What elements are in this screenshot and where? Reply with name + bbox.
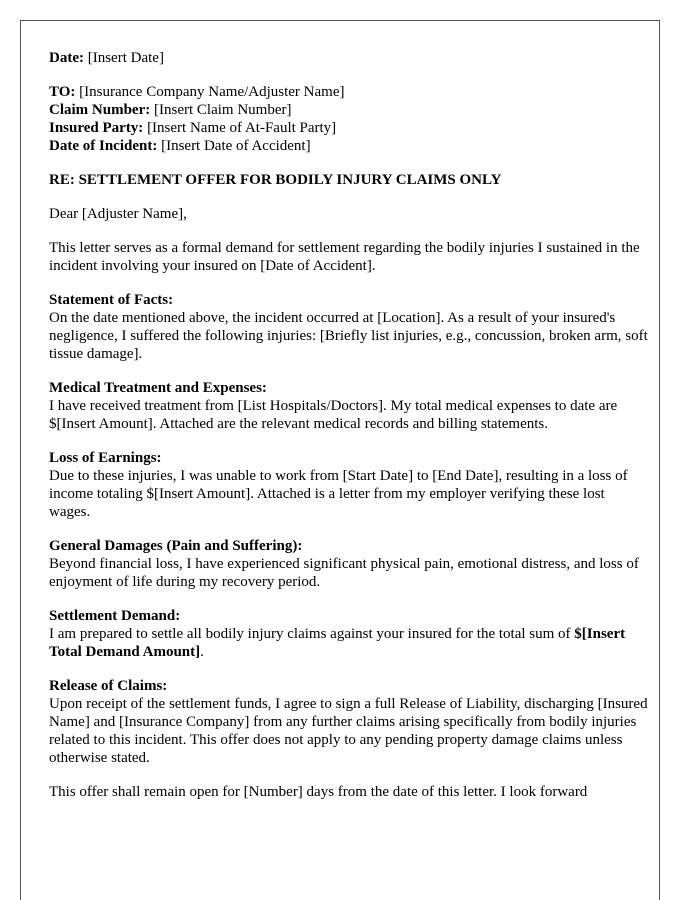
section-body: On the date mentioned above, the incident occurred at [Location]. As a result of your insured's negligence, I suffered the following injuries: [Briefly list injuries, e.g., concussion, broken arm, soft tissue damage]. bbox=[49, 310, 648, 362]
claim-label: Claim Number: bbox=[49, 102, 151, 118]
section-body: I have received treatment from [List Hospitals/Doctors]. My total medical expenses to date are $[Insert Amount]. Attached are the relevant medical records and billing statements. bbox=[49, 398, 618, 432]
insured-label: Insured Party: bbox=[49, 120, 144, 136]
section-body: Due to these injuries, I was unable to work from [Start Date] to [End Date], resulting in a loss of income totaling $[Insert Amount]. Attached is a letter from my employer verifying these lost wages. bbox=[49, 468, 628, 520]
section-medical bbox=[49, 379, 649, 433]
date-line bbox=[49, 49, 649, 67]
section-body: Beyond financial loss, I have experienced significant physical pain, emotional distress, and loss of enjoyment of life during my recovery period. bbox=[49, 556, 639, 590]
section-heading: Statement of Facts: bbox=[49, 292, 174, 308]
section-body: Upon receipt of the settlement funds, I agree to sign a full Release of Liability, discharging [Insured Name] and [Insurance Company] from any further claims arising specifically from bodily injuries related to this incident. This offer does not apply to any pending property damage claims unless otherwise stated. bbox=[49, 696, 648, 766]
subject-line: RE: SETTLEMENT OFFER FOR BODILY INJURY CLAIMS ONLY bbox=[49, 172, 502, 188]
incident-line bbox=[49, 138, 311, 154]
closing-paragraph: This offer shall remain open for [Number] days from the date of this letter. I look forward bbox=[49, 784, 588, 800]
recipient-block bbox=[49, 83, 649, 155]
section-earnings bbox=[49, 449, 649, 521]
claim-line bbox=[49, 102, 291, 118]
section-heading: Settlement Demand: bbox=[49, 608, 181, 624]
incident-label: Date of Incident: bbox=[49, 138, 158, 154]
section-demand bbox=[49, 607, 649, 661]
claim-value: [Insert Claim Number] bbox=[154, 102, 292, 118]
to-label: TO: bbox=[49, 84, 76, 100]
salutation: Dear [Adjuster Name], bbox=[49, 206, 187, 222]
section-heading: General Damages (Pain and Suffering): bbox=[49, 538, 303, 554]
demand-end: . bbox=[200, 644, 204, 660]
section-heading: Loss of Earnings: bbox=[49, 450, 162, 466]
section-body: I am prepared to settle all bodily injury claims against your insured for the total sum of bbox=[49, 626, 571, 642]
section-release bbox=[49, 677, 649, 767]
demand-amount: $[Insert Total Demand Amount] bbox=[49, 626, 626, 660]
letter-page bbox=[20, 20, 660, 900]
section-damages bbox=[49, 537, 649, 591]
insured-value: [Insert Name of At-Fault Party] bbox=[147, 120, 337, 136]
date-value: [Insert Date] bbox=[87, 50, 164, 66]
section-facts bbox=[49, 291, 649, 363]
section-heading: Medical Treatment and Expenses: bbox=[49, 380, 267, 396]
letter-content bbox=[49, 49, 649, 817]
section-heading: Release of Claims: bbox=[49, 678, 168, 694]
to-value: [Insurance Company Name/Adjuster Name] bbox=[79, 84, 345, 100]
date-label: Date: bbox=[49, 50, 84, 66]
incident-value: [Insert Date of Accident] bbox=[161, 138, 311, 154]
intro-paragraph: This letter serves as a formal demand for settlement regarding the bodily injuries I sustained in the incident involving your insured on [Date of Accident]. bbox=[49, 240, 640, 274]
insured-line bbox=[49, 120, 336, 136]
to-line bbox=[49, 84, 344, 100]
